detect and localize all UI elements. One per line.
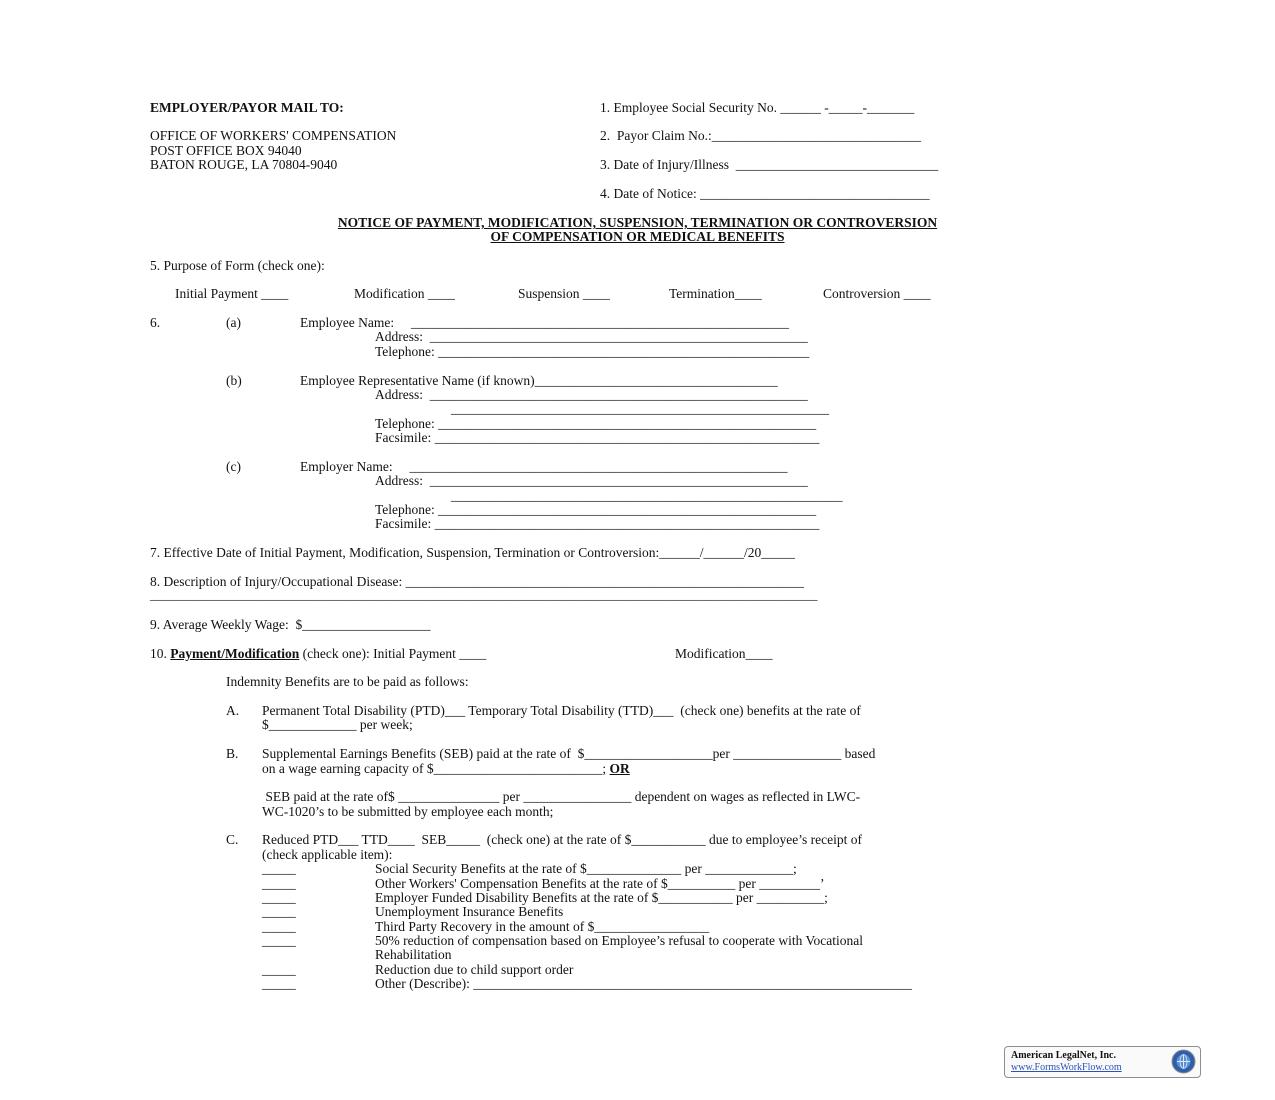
item-b-letter: B. [226,746,239,761]
other-workers-comp-item[interactable]: Other Workers' Compensation Benefits at the rate of $__________ per _________’ [375,876,825,891]
american-legalnet-badge[interactable] [1004,1046,1201,1078]
checkbox-social-security[interactable]: _____ [262,861,296,876]
section-10-number: 10. [150,646,171,661]
representative-facsimile-field[interactable]: Facsimile: _________________________________________________________ [375,430,820,445]
representative-name-field[interactable]: Employee Representative Name (if known)____________________________________ [300,373,778,388]
item-a-letter: A. [226,703,240,718]
effective-date-field[interactable]: 7. Effective Date of Initial Payment, Modification, Suspension, Termination or Controversion:______/______/20_____ [150,545,795,560]
ptd-ttd-line[interactable]: Permanent Total Disability (PTD)___ Temporary Total Disability (TTD)___ (check one) benefits at the rate of [262,703,861,718]
checkbox-other-workers-comp[interactable]: _____ [262,876,296,891]
ssn-field[interactable]: 1. Employee Social Security No. ______ -_____-_______ [600,100,915,115]
payment-modification-heading: Payment/Modification [170,646,300,661]
payor-claim-field[interactable]: 2. Payor Claim No.:_______________________________ [600,128,921,143]
social-security-item[interactable]: Social Security Benefits at the rate of $______________ per _____________; [375,861,797,876]
date-of-notice-field[interactable]: 4. Date of Notice: __________________________________ [600,186,930,201]
section-6a-letter: (a) [226,315,241,330]
employer-name-field[interactable]: Employer Name: ________________________________________________________ [300,459,788,474]
modification-checkbox[interactable]: Modification____ [675,646,773,661]
wage-earning-capacity-field[interactable]: on a wage earning capacity of $_________________________; [262,761,610,776]
globe-logo-icon [1171,1049,1196,1074]
employer-funded-item[interactable]: Employer Funded Disability Benefits at the rate of $___________ per __________; [375,890,828,905]
vocational-reduction-item: 50% reduction of compensation based on Employee’s refusal to cooperate with Vocational [375,933,863,948]
or-label: OR [609,761,630,776]
reduced-rate-line[interactable]: Reduced PTD___ TTD____ SEB_____ (check one) at the rate of $___________ due to employee’s receipt of [262,832,862,847]
wage-earning-capacity-line[interactable] [262,761,630,776]
section-6-number: 6. [150,315,161,330]
employer-facsimile-field[interactable]: Facsimile: _________________________________________________________ [375,516,820,531]
representative-telephone-field[interactable]: Telephone: ________________________________________________________ [375,416,817,431]
employer-address-field[interactable]: Address: ________________________________________________________ [375,473,808,488]
other-describe-item[interactable]: Other (Describe): _________________________________________________________________ [375,976,912,991]
seb-dependent-line[interactable]: SEB paid at the rate of$ _______________ per ________________ dependent on wages as reflected in LWC- [262,789,861,804]
checkbox-third-party[interactable]: _____ [262,919,296,934]
address-line-3: BATON ROUGE, LA 70804-9040 [150,157,338,172]
check-applicable-label: (check applicable item): [262,847,393,862]
employee-telephone-field[interactable]: Telephone: _______________________________________________________ [375,344,810,359]
address-line-2: POST OFFICE BOX 94040 [150,143,302,158]
purpose-controversion[interactable]: Controversion ____ [823,286,931,301]
section-6b-letter: (b) [226,373,242,388]
child-support-item: Reduction due to child support order [375,962,574,977]
purpose-label: 5. Purpose of Form (check one): [150,258,325,273]
date-of-injury-field[interactable]: 3. Date of Injury/Illness ______________________________ [600,157,939,172]
employer-address-line-2[interactable]: __________________________________________________________ [451,488,843,503]
form-title-line-1: NOTICE OF PAYMENT, MODIFICATION, SUSPENSION, TERMINATION OR CONTROVERSION [337,215,938,230]
seb-dependent-line-2: WC-1020’s to be submitted by employee each month; [262,804,554,819]
employer-telephone-field[interactable]: Telephone: ________________________________________________________ [375,502,817,517]
initial-payment-checkbox[interactable]: (check one): Initial Payment ____ [299,646,487,661]
checkbox-unemployment[interactable]: _____ [262,904,296,919]
representative-address-line-2[interactable]: ________________________________________________________ [451,401,829,416]
third-party-item[interactable]: Third Party Recovery in the amount of $_________________ [375,919,710,934]
purpose-modification[interactable]: Modification ____ [354,286,455,301]
seb-rate-line[interactable]: Supplemental Earnings Benefits (SEB) paid at the rate of $___________________per ________________ based [262,746,876,761]
form-title-line-2: OF COMPENSATION OR MEDICAL BENEFITS [490,229,785,244]
injury-description-line-2[interactable]: __________________________________________________________________________________________________________ [150,588,818,602]
checkbox-child-support[interactable]: _____ [262,962,296,977]
purpose-initial-payment[interactable]: Initial Payment ____ [175,286,289,301]
checkbox-other[interactable]: _____ [262,976,296,991]
item-c-letter: C. [226,832,239,847]
footer-url-link[interactable]: www.FormsWorkFlow.com [1011,1062,1122,1073]
checkbox-vocational-reduction[interactable]: _____ [262,933,296,948]
purpose-termination[interactable]: Termination____ [669,286,762,301]
average-weekly-wage-field[interactable]: 9. Average Weekly Wage: $___________________ [150,617,431,632]
per-week-rate-field[interactable]: $_____________ per week; [262,717,413,732]
vocational-reduction-item-line-2: Rehabilitation [375,947,452,962]
purpose-suspension[interactable]: Suspension ____ [518,286,610,301]
employee-address-field[interactable]: Address: ________________________________________________________ [375,329,808,344]
section-6c-letter: (c) [226,459,241,474]
representative-address-field[interactable]: Address: ________________________________________________________ [375,387,808,402]
address-line-1: OFFICE OF WORKERS' COMPENSATION [150,128,397,143]
checkbox-employer-funded[interactable]: _____ [262,890,296,905]
payment-modification-line [150,646,486,661]
unemployment-item: Unemployment Insurance Benefits [375,904,564,919]
indemnity-intro: Indemnity Benefits are to be paid as follows: [226,674,469,689]
injury-description-field[interactable]: 8. Description of Injury/Occupational Disease: ___________________________________________________________ [150,574,804,589]
footer-company: American LegalNet, Inc. [1011,1050,1116,1061]
employee-name-field[interactable]: Employee Name: ________________________________________________________ [300,315,789,330]
mail-to-heading: EMPLOYER/PAYOR MAIL TO: [150,100,344,115]
